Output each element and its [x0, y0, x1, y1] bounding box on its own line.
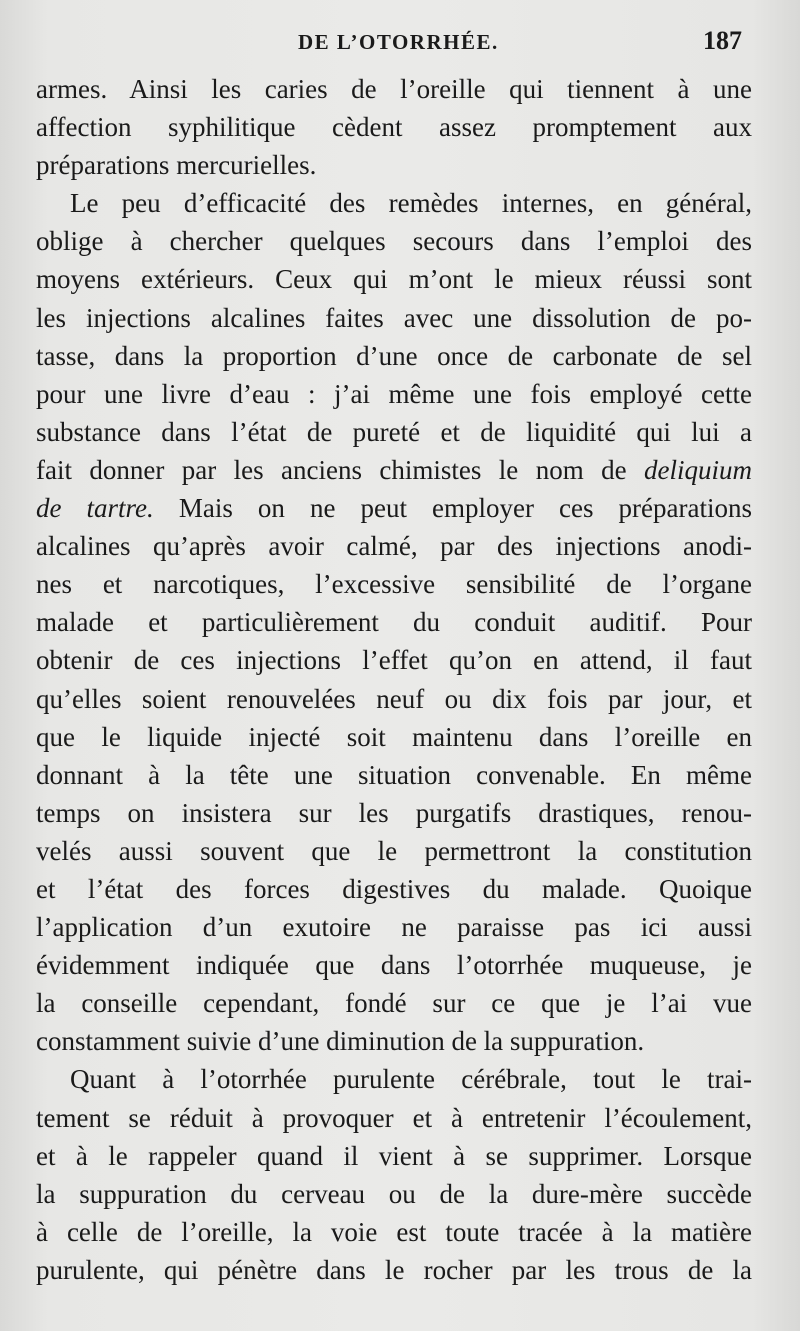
text-line: la conseille cependant, fondé sur ce que je l’ai vue [36, 988, 752, 1019]
text-line-mixed [36, 489, 752, 527]
text-line-mixed [36, 451, 752, 489]
text-line: alcalines qu’après avoir calmé, par des injections anodi- [36, 531, 752, 562]
text-segment: Mais on ne peut employer ces préparations [153, 493, 753, 524]
text-line: à celle de l’oreille, la voie est toute tracée à la matière [36, 1216, 752, 1247]
text-line: armes. Ainsi les caries de l’oreille qui tiennent à une [36, 74, 752, 104]
text-line: les injections alcalines faites avec une dissolution de po- [36, 302, 752, 333]
text-line: purulente, qui pénètre dans le rocher par les trous de la [36, 1254, 752, 1285]
italic-term: de tartre. [36, 493, 154, 524]
text-line: Le peu d’efficacité des remèdes internes, en général, [70, 188, 752, 219]
italic-term: deliquium [644, 454, 752, 485]
page-header [36, 26, 748, 60]
text-line: l’application d’un exutoire ne paraisse pas ici aussi [36, 912, 752, 943]
text-line: temps on insistera sur les purgatifs drastiques, renou- [36, 797, 752, 828]
text-line: nes et narcotiques, l’excessive sensibilité de l’organe [36, 569, 752, 600]
text-line: pour une livre d’eau : j’ai même une fois employé cette [36, 378, 752, 409]
running-title: DE L’OTORRHÉE. [298, 30, 499, 54]
text-line: qu’elles soient renouvelées neuf ou dix fois par jour, et [36, 683, 752, 714]
text-line: Quant à l’otorrhée purulente cérébrale, tout le trai- [70, 1064, 752, 1095]
text-line: moyens extérieurs. Ceux qui m’ont le mieux réussi sont [36, 264, 752, 295]
paragraph-2 [36, 184, 752, 1060]
text-line: et à le rappeler quand il vient à se supprimer. Lorsque [36, 1140, 752, 1171]
text-line: substance dans l’état de pureté et de liquidité qui lui a [36, 416, 752, 447]
text-line: velés aussi souvent que le permettront la constitution [36, 835, 752, 866]
page-number: 187 [703, 26, 742, 55]
text-line: obtenir de ces injections l’effet qu’on en attend, il faut [36, 645, 752, 676]
paragraph-3 [36, 1060, 752, 1289]
text-line: affection syphilitique cèdent assez promptement aux [36, 112, 752, 143]
text-line: donnant à la tête une situation convenable. En même [36, 759, 752, 790]
text-line: la suppuration du cerveau ou de la dure-mère succède [36, 1178, 752, 1209]
text-line: constamment suivie d’une diminution de la suppuration. [36, 1026, 645, 1057]
text-line: et l’état des forces digestives du malade. Quoique [36, 873, 752, 904]
text-line: malade et particulièrement du conduit auditif. Pour [36, 607, 752, 638]
text-line: que le liquide injecté soit maintenu dans l’oreille en [36, 721, 752, 752]
body-text [36, 70, 752, 1289]
text-line: préparations mercurielles. [36, 150, 317, 181]
text-line: évidemment indiquée que dans l’otorrhée muqueuse, je [36, 950, 752, 981]
text-line: tasse, dans la proportion d’une once de carbonate de sel [36, 340, 752, 371]
text-line: oblige à chercher quelques secours dans l’emploi des [36, 226, 752, 257]
paragraph-1 [36, 70, 752, 184]
text-line: tement se réduit à provoquer et à entretenir l’écoulement, [36, 1102, 752, 1133]
text-segment: fait donner par les anciens chimistes le nom de [36, 454, 627, 485]
